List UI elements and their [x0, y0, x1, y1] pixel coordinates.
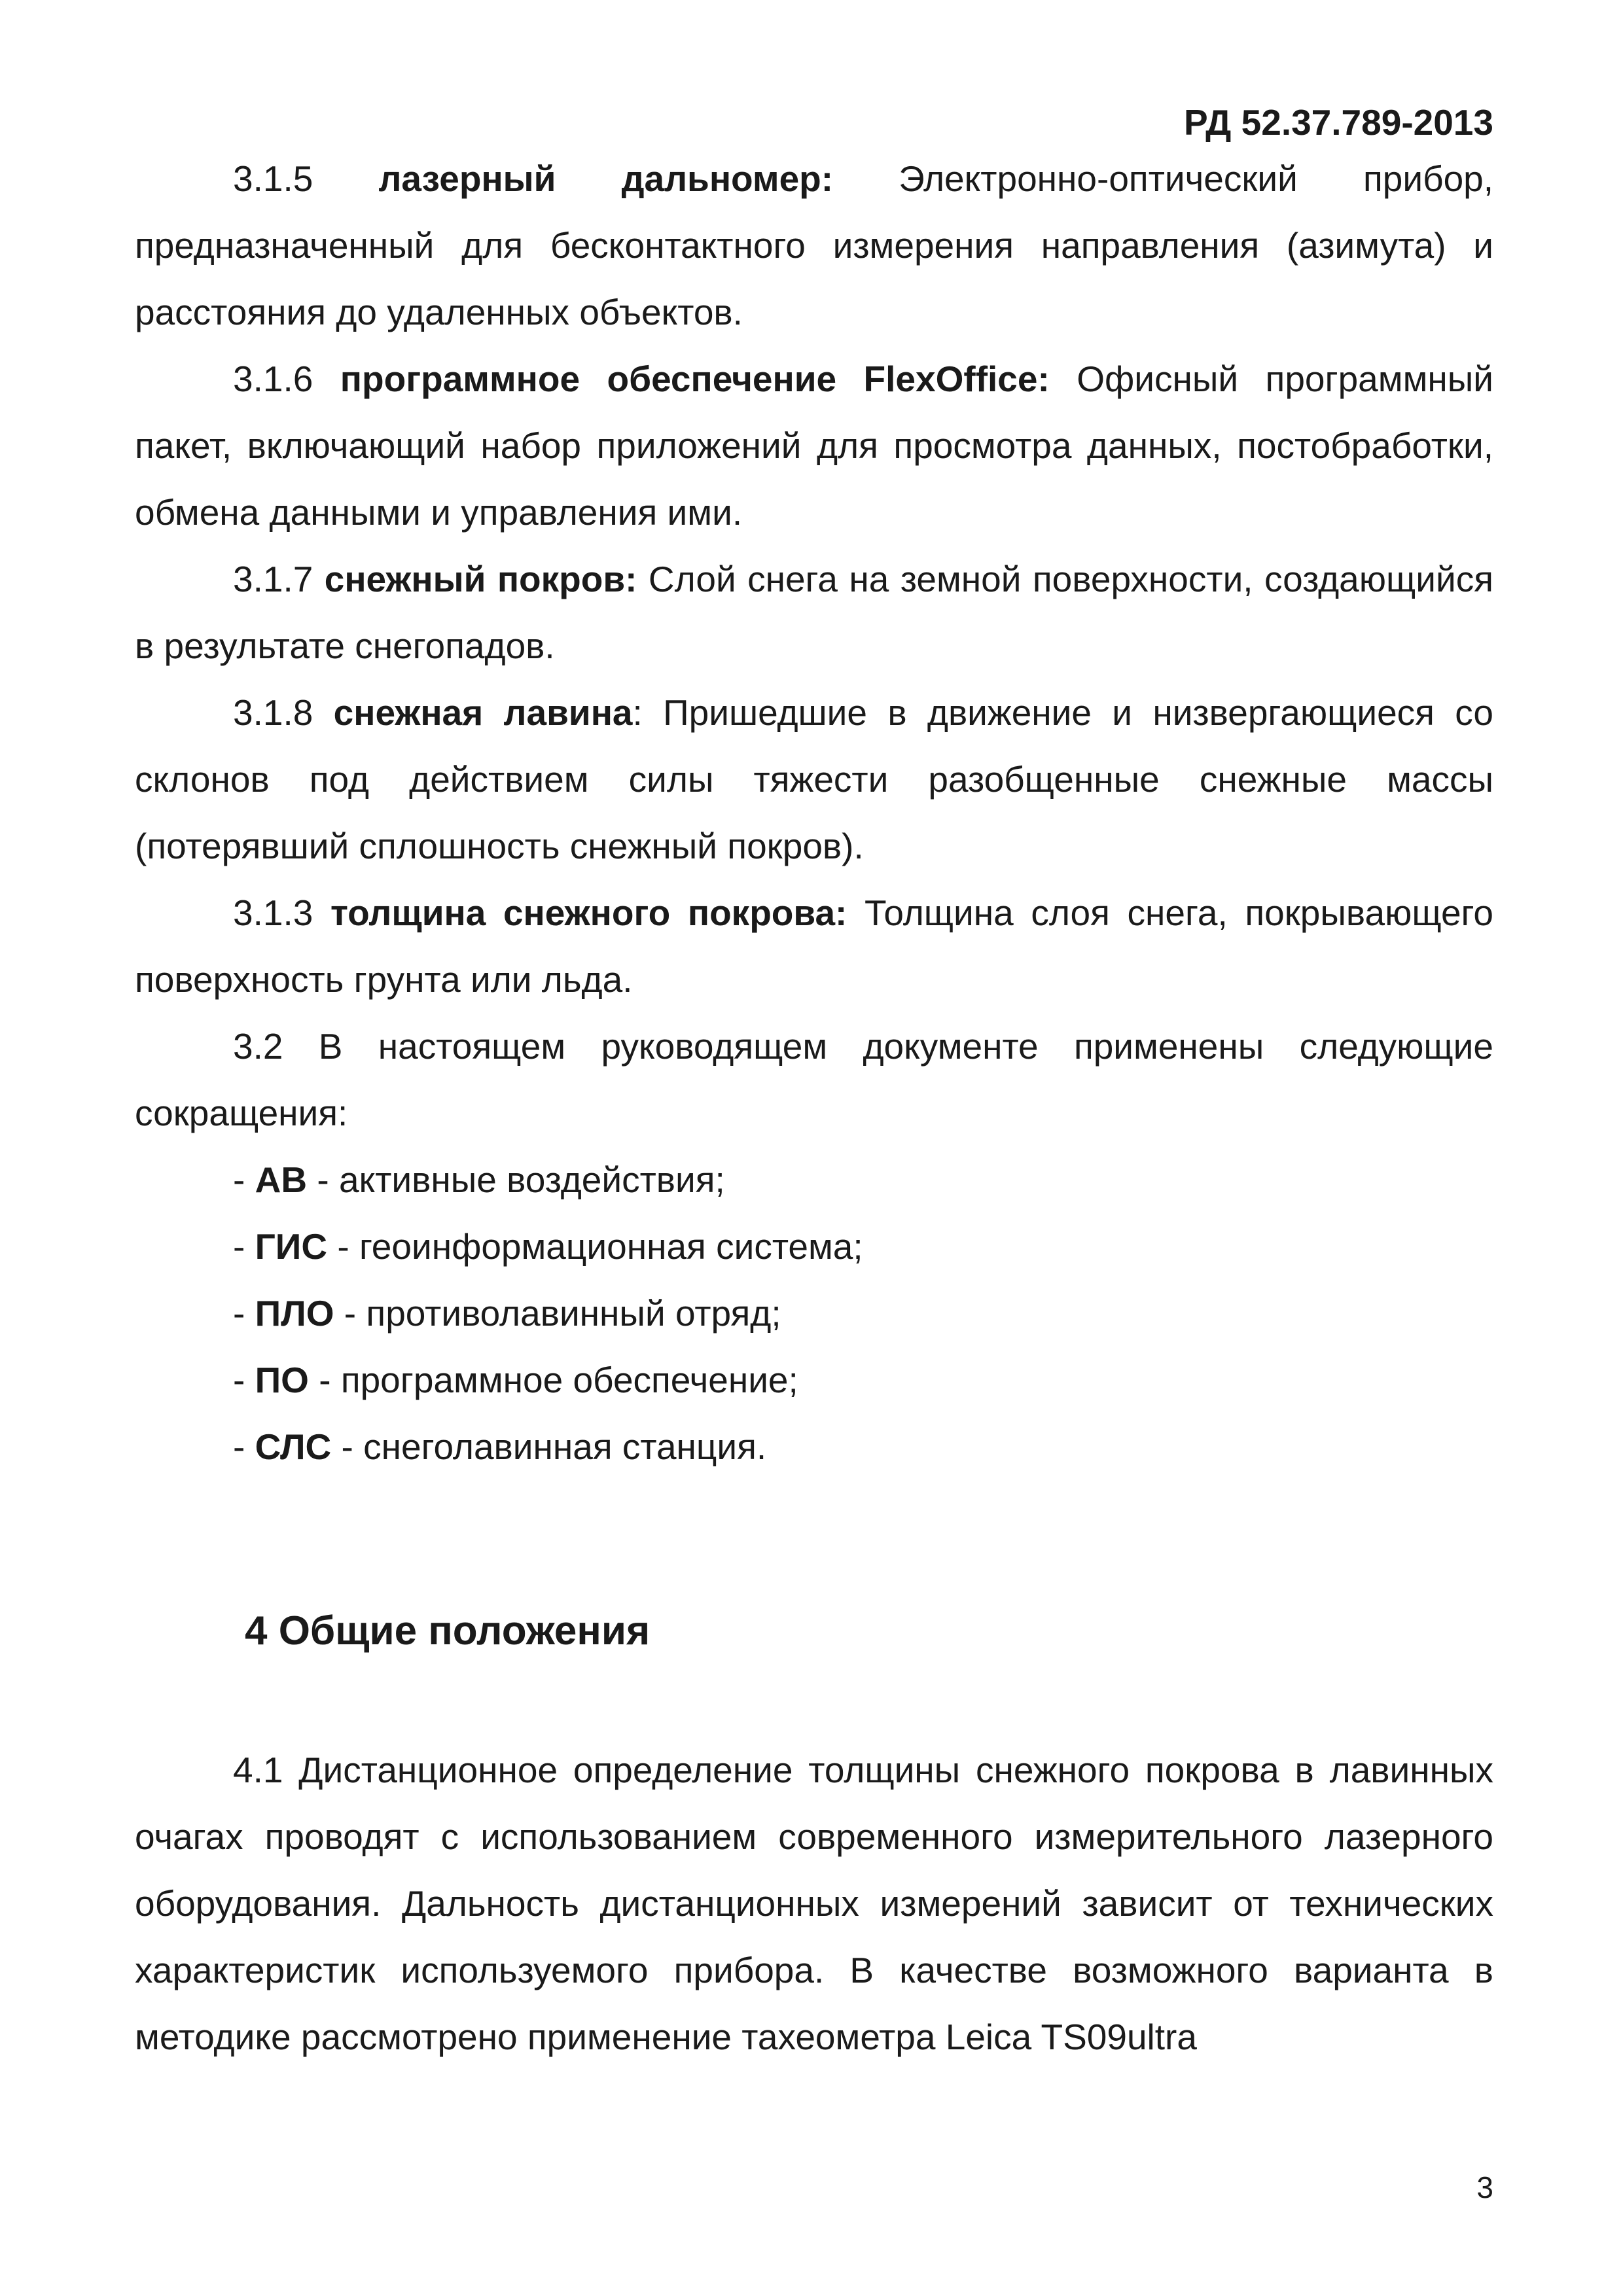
abbreviation-item: - ПО - программное обеспечение; [233, 1360, 798, 1400]
abbreviation: АВ [255, 1159, 308, 1200]
term-name: лазерный дальномер: [378, 158, 834, 199]
abbreviation-meaning: активные воздействия; [338, 1159, 725, 1200]
term-name: программное обеспечение FlexOffice: [340, 359, 1050, 399]
term-definition [135, 679, 1493, 879]
term-definition [135, 879, 1493, 1013]
abbreviation-item: - ПЛО - противолавинный отряд; [233, 1293, 781, 1333]
document-code: РД 52.37.789-2013 [1183, 102, 1493, 143]
term-text: Электронно-оптический прибор, предназначенный для бесконтактного измерения направления (азимута) и расстояния до удаленных объектов. [135, 158, 1494, 332]
term-text: : Пришедшие в движение и низвергающиеся со склонов под действием силы тяжести разобщенные снежные массы (потерявший сплошность снежный покров). [135, 692, 1493, 866]
section-heading: 4 Общие положения [245, 1608, 651, 1653]
abbreviation-meaning: программное обеспечение; [340, 1360, 798, 1400]
term-definition [135, 345, 1493, 546]
term-definition [135, 546, 1493, 679]
term-number: 3.1.7 [233, 559, 313, 599]
term-number: 3.1.5 [233, 158, 313, 199]
page-number: 3 [1476, 2170, 1493, 2204]
abbreviation-item: - ГИС - геоинформационная система; [233, 1226, 863, 1267]
term-text: Толщина слоя снега, покрывающего поверхность грунта или льда. [135, 892, 1493, 1000]
term-number: 3.1.8 [233, 692, 313, 733]
abbreviation-item: - СЛС - снеголавинная станция. [233, 1426, 767, 1467]
term-number: 3.1.3 [233, 892, 313, 933]
term-name: снежная лавина [333, 692, 633, 733]
term-name: снежный покров: [324, 559, 637, 599]
page-content [135, 145, 1493, 2070]
abbreviations-intro: 3.2 В настоящем руководящем документе применены следующие сокращения: [135, 1026, 1493, 1133]
term-text: Офисный программный пакет, включающий набор приложений для просмотра данных, постобработки, обмена данными и управления ими. [135, 359, 1494, 533]
abbreviation-meaning: противолавинный отряд; [366, 1293, 781, 1333]
abbreviation: ПО [255, 1360, 309, 1400]
term-text: Слой снега на земной поверхности, создающийся в результате снегопадов. [135, 559, 1493, 666]
abbreviation: ГИС [255, 1226, 328, 1267]
abbreviation-item: - АВ - активные воздействия; [233, 1159, 725, 1200]
section-paragraph: 4.1 Дистанционное определение толщины снежного покрова в лавинных очагах проводят с использованием современного измерительного лазерного оборудования. Дальность дистанционных измерений зависит от технических характеристик используемого прибора. В качестве возможного варианта в методике рассмотрено применение тахеометра Leica TS09ultra [135, 1750, 1493, 2057]
term-number: 3.1.6 [233, 359, 313, 399]
abbreviation-meaning: снеголавинная станция. [363, 1426, 767, 1467]
abbreviation: СЛС [255, 1426, 332, 1467]
abbreviation-meaning: геоинформационная система; [359, 1226, 863, 1267]
abbreviation: ПЛО [255, 1293, 334, 1333]
term-name: толщина снежного покрова: [330, 892, 847, 933]
term-definition [135, 145, 1493, 345]
